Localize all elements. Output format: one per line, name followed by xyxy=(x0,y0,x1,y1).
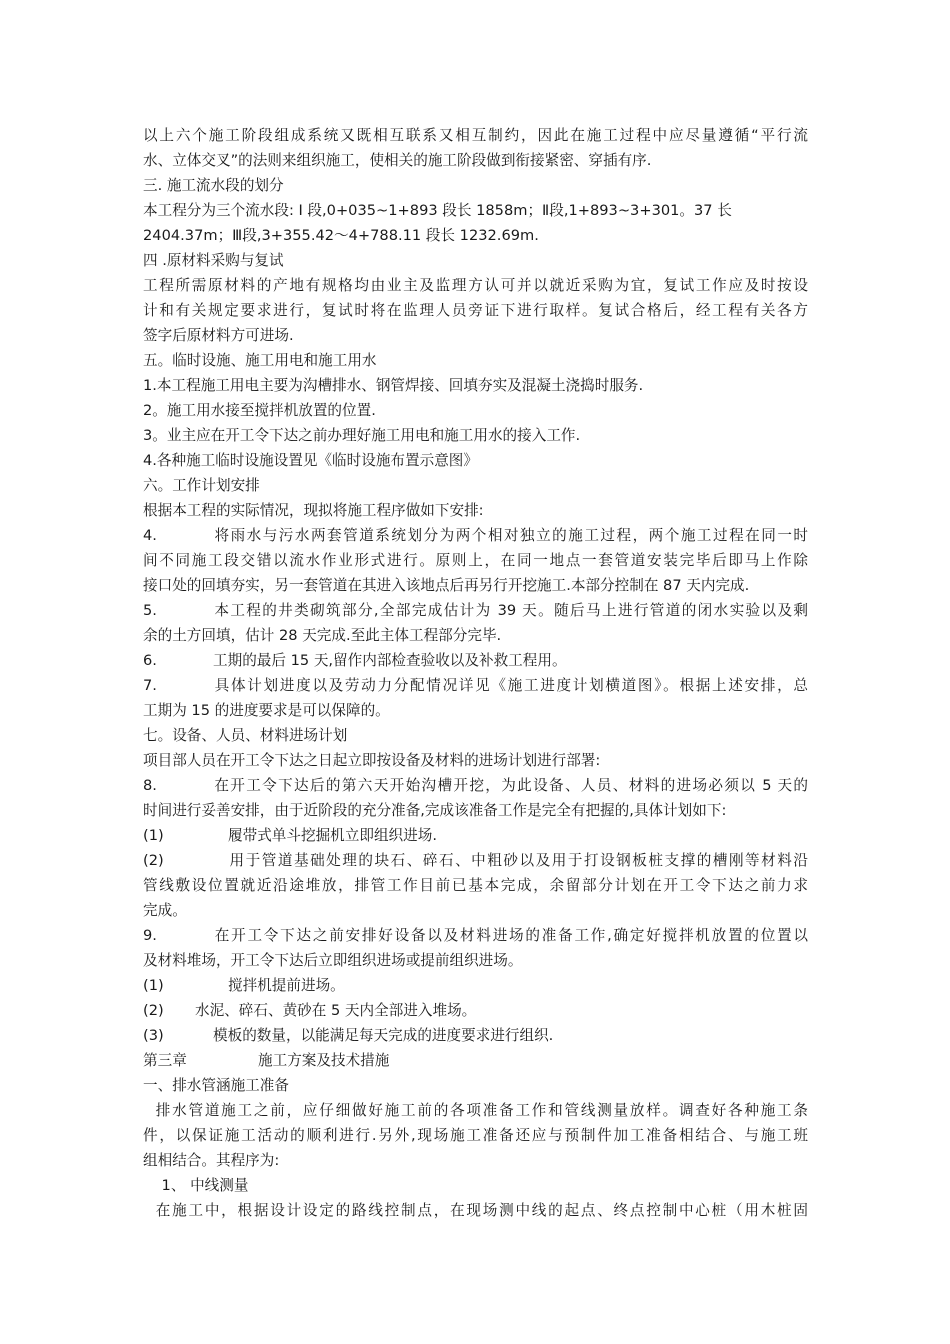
item-text: 搅拌机提前进场。 xyxy=(228,977,345,994)
subsection-heading: 1、 中线测量 xyxy=(143,1177,249,1194)
text-line: 根据本工程的实际情况，现拟将施工程序做如下安排: xyxy=(143,502,484,519)
item-number: 6. xyxy=(143,652,157,669)
text-line: 及材料堆场，开工令下达后立即组织进场或提前组织进场。 xyxy=(143,952,523,969)
text-line: 4.各种施工临时设施设置见《临时设施布置示意图》 xyxy=(143,452,478,469)
text-line: 水、立体交叉”的法则来组织施工，使相关的施工阶段做到衔接紧密、穿插有序. xyxy=(143,152,652,169)
section-heading: 一、排水管涵施工准备 xyxy=(143,1077,289,1094)
numbered-item xyxy=(143,824,808,848)
item-number: 7. xyxy=(143,677,157,694)
numbered-item xyxy=(143,599,808,623)
text-line: 件，以保证施工活动的顺利进行.另外,现场施工准备还应与预制件加工准备相结合、与施工班 xyxy=(143,1127,808,1144)
text-line: 完成。 xyxy=(143,902,187,919)
text-line: 工期为 15 的进度要求是可以保障的。 xyxy=(143,702,390,719)
item-text: 将雨水与污水两套管道系统划分为两个相对独立的施工过程，两个施工过程在同一时 xyxy=(213,527,808,544)
numbered-item xyxy=(143,674,808,698)
text-line: 项目部人员在开工令下达之日起立即按设备及材料的进场计划进行部署: xyxy=(143,752,601,769)
text-line: 在施工中，根据设计设定的路线控制点，在现场测中线的起点、终点控制中心桩（用木桩固 xyxy=(143,1202,808,1219)
text-line: 3。业主应在开工令下达之前办理好施工用电和施工用水的接入工作. xyxy=(143,427,581,444)
item-text: 本工程的井类砌筑部分,全部完成估计为 39 天。随后马上进行管道的闭水实验以及剩 xyxy=(213,602,808,619)
section-heading: 三. 施工流水段的划分 xyxy=(143,177,284,194)
item-number: (2) xyxy=(143,1002,164,1019)
item-number: 4. xyxy=(143,527,157,544)
text-line: 工程所需原材料的产地有规格均由业主及监理方认可并以就近采购为宜，复试工作应及时按设 xyxy=(143,277,808,294)
numbered-item xyxy=(143,924,808,948)
text-line: 签字后原材料方可进场. xyxy=(143,327,294,344)
item-text: 模板的数量，以能满足每天完成的进度要求进行组织. xyxy=(213,1027,554,1044)
numbered-item xyxy=(143,524,808,548)
text-line: 以上六个施工阶段组成系统又既相互联系又相互制约，因此在施工过程中应尽量遵循“平行流 xyxy=(143,127,808,144)
item-text: 履带式单斗挖掘机立即组织进场. xyxy=(228,827,437,844)
section-heading: 七。设备、人员、材料进场计划 xyxy=(143,727,348,744)
item-text: 工期的最后 15 天,留作内部检查验收以及补救工程用。 xyxy=(213,652,567,669)
item-number: (3) xyxy=(143,1027,164,1044)
text-line: 计和有关规定要求进行，复试时将在监理人员旁证下进行取样。复试合格后，经工程有关各方 xyxy=(143,302,808,319)
text-line: 组相结合。其程序为: xyxy=(143,1152,280,1169)
numbered-item xyxy=(143,999,808,1023)
item-number: (1) xyxy=(143,827,164,844)
item-number: (2) xyxy=(143,852,164,869)
item-text: 在开工令下达后的第六天开始沟槽开挖，为此设备、人员、材料的进场必须以 5 天的 xyxy=(213,777,808,794)
numbered-item xyxy=(143,774,808,798)
numbered-item xyxy=(143,1024,808,1048)
numbered-item xyxy=(143,974,808,998)
numbered-item xyxy=(143,849,808,873)
text-line: 管线敷设位置就近沿途堆放，排管工作目前已基本完成，余留部分计划在开工令下达之前力求 xyxy=(143,877,808,894)
chapter-label: 第三章 xyxy=(143,1052,187,1069)
text-line: 2404.37m；Ⅲ段,3+355.42～4+788.11 段长 1232.69m. xyxy=(143,227,539,244)
item-text: 在开工令下达之前安排好设备以及材料进场的准备工作,确定好搅拌机放置的位置以 xyxy=(213,927,808,944)
text-line: 2。施工用水接至搅拌机放置的位置. xyxy=(143,402,376,419)
section-heading: 四 .原材料采购与复试 xyxy=(143,252,284,269)
text-line: 排水管道施工之前，应仔细做好施工前的各项准备工作和管线测量放样。调查好各种施工条 xyxy=(143,1102,808,1119)
chapter-heading xyxy=(143,1049,808,1073)
item-text: 水泥、碎石、黄砂在 5 天内全部进入堆场。 xyxy=(195,1002,477,1019)
item-text: 用于管道基础处理的块石、碎石、中粗砂以及用于打设钢板桩支撑的槽刚等材料沿 xyxy=(228,852,808,869)
section-heading: 五。临时设施、施工用电和施工用水 xyxy=(143,352,377,369)
item-number: 9. xyxy=(143,927,157,944)
section-heading: 六。工作计划安排 xyxy=(143,477,260,494)
chapter-title: 施工方案及技术措施 xyxy=(258,1052,390,1069)
item-number: 8. xyxy=(143,777,157,794)
text-line: 间不同施工段交错以流水作业形式进行。原则上，在同一地点一套管道安装完毕后即马上作除 xyxy=(143,552,808,569)
text-line: 1.本工程施工用电主要为沟槽排水、钢管焊接、回填夯实及混凝土浇捣时服务. xyxy=(143,377,644,394)
item-number: 5. xyxy=(143,602,157,619)
text-line: 本工程分为三个流水段: Ⅰ 段,0+035~1+893 段长 1858m；Ⅱ段,1+893~3+301。37 长 xyxy=(143,202,732,219)
item-text: 具体计划进度以及劳动力分配情况详见《施工进度计划横道图》。根据上述安排，总 xyxy=(213,677,808,694)
text-line: 接口处的回填夯实，另一套管道在其进入该地点后再另行开挖施工.本部分控制在 87 天内完成. xyxy=(143,577,750,594)
numbered-item xyxy=(143,649,808,673)
item-number: (1) xyxy=(143,977,164,994)
text-line: 时间进行妥善安排，由于近阶段的充分准备,完成该准备工作是完全有把握的,具体计划如下: xyxy=(143,802,727,819)
text-line: 余的土方回填，估计 28 天完成.至此主体工程部分完毕. xyxy=(143,627,502,644)
